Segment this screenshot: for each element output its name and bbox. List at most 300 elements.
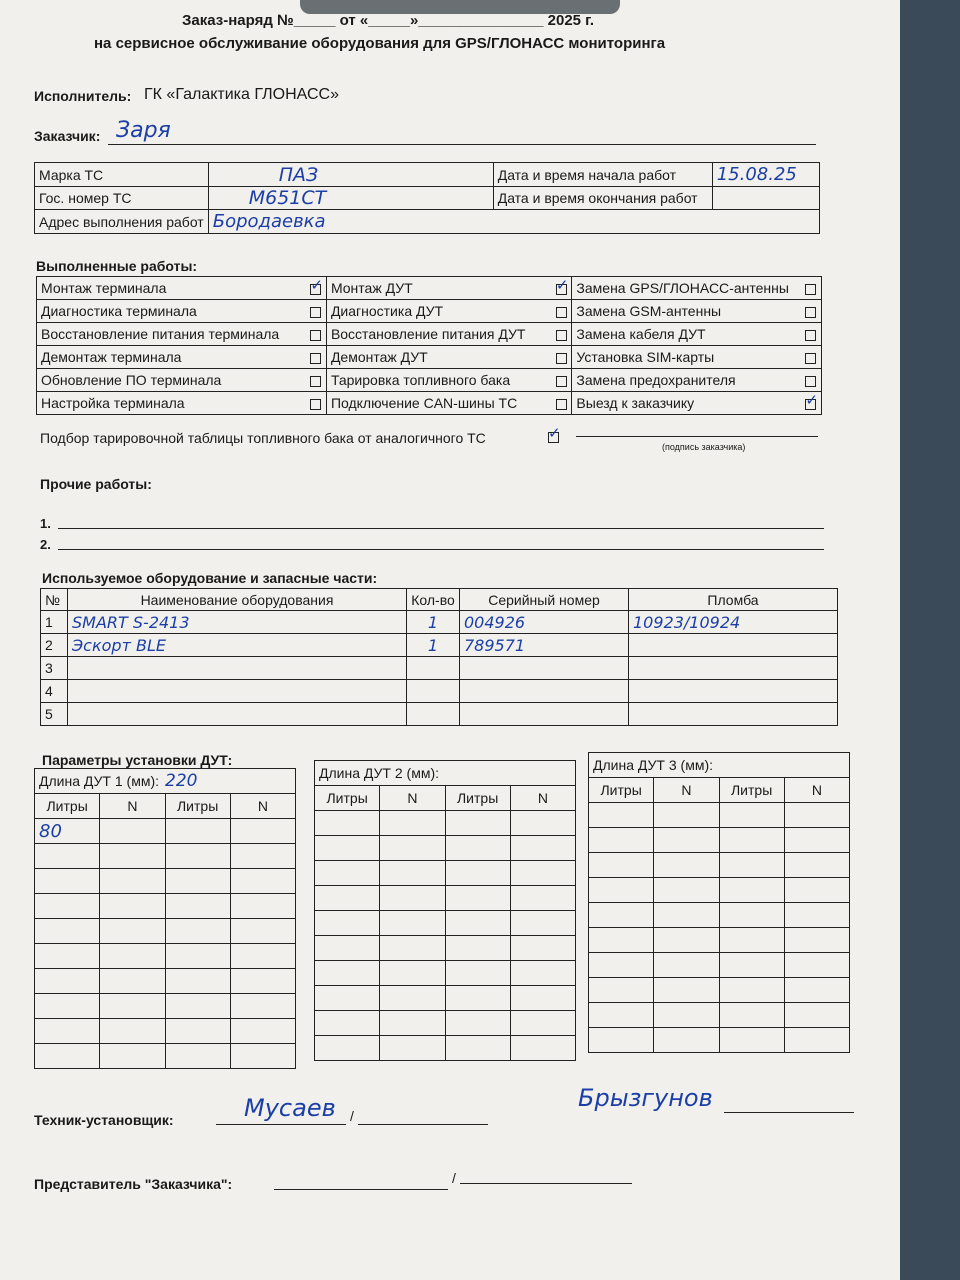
technician-line-1[interactable] — [216, 1124, 346, 1125]
dut-cell[interactable] — [719, 903, 784, 928]
dut-row — [315, 1036, 576, 1061]
table-row — [41, 634, 838, 657]
eq-serial — [460, 680, 629, 703]
title-line-2: на сервисное обслуживание оборудования для GPS/ГЛОНАСС мониторинга — [94, 35, 666, 52]
dut-row — [589, 803, 850, 828]
eq-num: 3 — [41, 657, 68, 680]
dut-cell[interactable] — [445, 1011, 510, 1036]
eq-qty — [407, 657, 460, 680]
dut-length-cell — [589, 753, 850, 778]
eq-qty — [407, 680, 460, 703]
dut-cell[interactable] — [654, 978, 719, 1003]
dut-cell[interactable] — [230, 969, 295, 994]
dut-cell[interactable] — [165, 969, 230, 994]
eq-name — [68, 657, 407, 680]
eq-serial: 004926 — [460, 611, 629, 634]
dut-cell[interactable] — [510, 886, 575, 911]
technician-line-3[interactable] — [724, 1112, 854, 1113]
dut-table-3 — [588, 752, 850, 1053]
dut-cell[interactable] — [35, 994, 100, 1019]
representative-label: Представитель "Заказчика": — [34, 1176, 233, 1192]
address-value — [208, 210, 819, 234]
dut-row — [315, 836, 576, 861]
eq-qty: 1 — [407, 611, 460, 634]
work-checkbox-cell — [551, 323, 572, 346]
eq-header-seal: Пломба — [629, 589, 838, 611]
work-checkbox[interactable] — [805, 353, 816, 364]
eq-qty: 1 — [407, 634, 460, 657]
dut-row — [35, 1019, 296, 1044]
dut-cell[interactable] — [445, 886, 510, 911]
work-label: Настройка терминала — [37, 392, 306, 415]
dut-cell[interactable] — [589, 1028, 654, 1053]
dut-cell[interactable] — [784, 828, 849, 853]
dut-col-header: Литры — [589, 778, 654, 803]
dut-cell[interactable] — [380, 811, 445, 836]
work-checkbox-cell — [306, 323, 327, 346]
customer-label: Заказчик: — [34, 128, 101, 144]
dut-cell[interactable] — [784, 903, 849, 928]
dut-cell[interactable] — [35, 869, 100, 894]
dut-cell[interactable] — [510, 836, 575, 861]
work-label: Восстановление питания ДУТ — [326, 323, 551, 346]
other-work-1-line[interactable] — [58, 528, 824, 529]
eq-num: 4 — [41, 680, 68, 703]
work-checkbox[interactable] — [805, 284, 816, 295]
dut-cell[interactable] — [654, 903, 719, 928]
representative-line-1[interactable] — [274, 1189, 448, 1190]
dut-cell[interactable] — [445, 986, 510, 1011]
customer-value: Заря — [116, 118, 171, 143]
brand-handwriting: ПАЗ — [278, 163, 319, 186]
dut-cell[interactable] — [784, 853, 849, 878]
dut-cell[interactable] — [230, 869, 295, 894]
dut-cell[interactable] — [654, 953, 719, 978]
dut-cell[interactable] — [165, 819, 230, 844]
work-checkbox[interactable] — [556, 330, 567, 341]
work-checkbox-cell — [306, 300, 327, 323]
work-label: Замена кабеля ДУТ — [572, 323, 801, 346]
work-checkbox[interactable] — [556, 307, 567, 318]
dut-cell[interactable] — [315, 836, 380, 861]
dut-cell[interactable] — [380, 886, 445, 911]
dut-cell[interactable] — [784, 928, 849, 953]
work-checkbox[interactable] — [556, 284, 567, 295]
address-handwriting: Бородаевка — [212, 211, 326, 232]
dut-cell[interactable] — [165, 919, 230, 944]
dut-cell[interactable] — [719, 878, 784, 903]
dut-row — [315, 961, 576, 986]
title-line-1: Заказ-наряд №_____ от «_____»_______________ 2025 г. — [182, 12, 595, 29]
work-checkbox[interactable] — [805, 399, 816, 410]
work-checkbox[interactable] — [805, 307, 816, 318]
technician-signature-2: Брызгунов — [578, 1084, 713, 1112]
dut-cell[interactable] — [315, 861, 380, 886]
dut-col-header: Литры — [165, 794, 230, 819]
dut-cell[interactable] — [35, 944, 100, 969]
dut-cell[interactable] — [445, 1036, 510, 1061]
work-checkbox[interactable] — [310, 307, 321, 318]
dut-col-header: N — [100, 794, 165, 819]
dut-cell[interactable] — [230, 919, 295, 944]
technician-line-2[interactable] — [358, 1124, 488, 1125]
plate-value — [208, 187, 493, 210]
dut-cell[interactable] — [230, 1019, 295, 1044]
work-checkbox[interactable] — [310, 376, 321, 387]
work-checkbox-cell — [306, 369, 327, 392]
eq-seal — [629, 657, 838, 680]
dut-cell[interactable] — [719, 803, 784, 828]
dut-cell[interactable] — [380, 961, 445, 986]
dut-col-header: N — [784, 778, 849, 803]
work-label: Замена предохранителя — [572, 369, 801, 392]
dut-cell[interactable] — [100, 944, 165, 969]
dut-cell[interactable] — [719, 853, 784, 878]
eq-serial — [460, 657, 629, 680]
dut-row — [589, 878, 850, 903]
dut-length-label: Длина ДУТ 2 (мм): — [319, 765, 439, 781]
dut-col-header: N — [380, 786, 445, 811]
dut-cell[interactable] — [100, 1044, 165, 1069]
start-value — [712, 163, 819, 187]
customer-underline — [108, 144, 816, 145]
dut-row — [315, 811, 576, 836]
dut-cell[interactable] — [315, 811, 380, 836]
dut-row — [35, 819, 296, 844]
signature-caption: (подпись заказчика) — [662, 442, 746, 452]
other-work-2-number: 2. — [40, 537, 51, 552]
dut-row — [35, 894, 296, 919]
technician-slash: / — [350, 1108, 354, 1124]
dut-cell[interactable] — [445, 861, 510, 886]
address-label: Адрес выполнения работ — [35, 210, 209, 234]
dut-row — [315, 936, 576, 961]
work-checkbox-cell — [551, 300, 572, 323]
vehicle-table — [34, 162, 820, 234]
dut-cell[interactable] — [315, 1036, 380, 1061]
work-label: Обновление ПО терминала — [37, 369, 306, 392]
other-work-1-number: 1. — [40, 516, 51, 531]
dut-col-header: N — [510, 786, 575, 811]
dut-col-header: Литры — [719, 778, 784, 803]
eq-seal: 10923/10924 — [629, 611, 838, 634]
eq-header-name: Наименование оборудования — [68, 589, 407, 611]
dut-col-header: Литры — [315, 786, 380, 811]
dut-cell[interactable] — [380, 836, 445, 861]
dut-row — [315, 986, 576, 1011]
eq-name — [68, 703, 407, 726]
eq-seal — [629, 634, 838, 657]
dut-cell[interactable] — [589, 928, 654, 953]
dut-cell[interactable] — [589, 878, 654, 903]
dut-cell[interactable] — [784, 978, 849, 1003]
work-checkbox-cell — [801, 369, 822, 392]
equipment-table — [40, 588, 838, 726]
dut-cell[interactable] — [719, 1003, 784, 1028]
work-label: Восстановление питания терминала — [37, 323, 306, 346]
table-row — [41, 657, 838, 680]
dut-row — [315, 1011, 576, 1036]
dut-cell[interactable] — [445, 911, 510, 936]
dut-cell[interactable] — [230, 844, 295, 869]
dut-row — [589, 828, 850, 853]
dut-row — [35, 869, 296, 894]
dut-cell[interactable] — [35, 1019, 100, 1044]
start-label: Дата и время начала работ — [493, 163, 712, 187]
work-checkbox[interactable] — [310, 353, 321, 364]
work-checkbox[interactable] — [310, 284, 321, 295]
end-label: Дата и время окончания работ — [493, 187, 712, 210]
eq-header-num: № — [41, 589, 68, 611]
dut-row — [35, 1044, 296, 1069]
work-label: Демонтаж терминала — [37, 346, 306, 369]
eq-name: Эскорт BLE — [68, 634, 407, 657]
dut-cell[interactable] — [100, 969, 165, 994]
dut-cell[interactable] — [165, 1019, 230, 1044]
work-checkbox[interactable] — [556, 399, 567, 410]
dut-row — [35, 844, 296, 869]
dut-cell[interactable] — [230, 1044, 295, 1069]
work-checkbox-cell — [551, 346, 572, 369]
executor-value: ГК «Галактика ГЛОНАСС» — [144, 86, 339, 103]
dut-cell[interactable] — [230, 819, 295, 844]
executor-label: Исполнитель: — [34, 88, 132, 104]
dut-col-header: N — [654, 778, 719, 803]
dut-cell[interactable] — [100, 869, 165, 894]
dut-cell[interactable] — [589, 1003, 654, 1028]
dut-row — [589, 978, 850, 1003]
dut-row — [35, 919, 296, 944]
dut-cell[interactable] — [380, 911, 445, 936]
dut-cell[interactable] — [35, 894, 100, 919]
dut-cell[interactable] — [654, 928, 719, 953]
brand-label: Марка ТС — [35, 163, 209, 187]
eq-header-serial: Серийный номер — [460, 589, 629, 611]
dut-col-header: N — [230, 794, 295, 819]
eq-name — [68, 680, 407, 703]
work-label: Монтаж терминала — [37, 277, 306, 300]
dut-cell[interactable] — [654, 853, 719, 878]
dut-cell[interactable] — [35, 919, 100, 944]
table-row — [41, 680, 838, 703]
dut-cell[interactable] — [380, 861, 445, 886]
tank-table-label: Подбор тарировочной таблицы топливного бака от аналогичного ТС — [40, 430, 486, 446]
dut-cell[interactable] — [380, 936, 445, 961]
dut-cell[interactable] — [719, 978, 784, 1003]
dut-row — [315, 911, 576, 936]
dut-row — [589, 903, 850, 928]
dut-cell[interactable] — [719, 953, 784, 978]
dut-cell[interactable] — [315, 911, 380, 936]
dut-cell[interactable] — [784, 1003, 849, 1028]
dut-cell[interactable] — [230, 944, 295, 969]
eq-serial — [460, 703, 629, 726]
dut-row — [35, 969, 296, 994]
customer-signature-line — [576, 436, 818, 437]
eq-serial: 789571 — [460, 634, 629, 657]
table-row — [41, 703, 838, 726]
tank-table-checkbox[interactable] — [548, 432, 559, 443]
dut-row — [315, 886, 576, 911]
dut-cell[interactable] — [315, 1011, 380, 1036]
work-checkbox[interactable] — [805, 330, 816, 341]
dut-cell[interactable] — [230, 894, 295, 919]
dut-table-2 — [314, 760, 576, 1061]
dut-cell[interactable] — [784, 878, 849, 903]
work-label: Установка SIM-карты — [572, 346, 801, 369]
work-checkbox-cell — [306, 346, 327, 369]
dut-cell[interactable] — [35, 1044, 100, 1069]
dut-cell[interactable] — [510, 861, 575, 886]
works-table — [36, 276, 822, 415]
work-checkbox-cell — [801, 392, 822, 415]
dut-cell[interactable] — [510, 986, 575, 1011]
dut-col-header: Литры — [35, 794, 100, 819]
dut-length-cell — [315, 761, 576, 786]
dut-cell[interactable] — [165, 1044, 230, 1069]
dut-cell[interactable] — [589, 828, 654, 853]
dut-cell[interactable] — [510, 911, 575, 936]
dut-cell[interactable] — [510, 811, 575, 836]
dut-cell[interactable] — [380, 986, 445, 1011]
eq-num: 1 — [41, 611, 68, 634]
dut-cell[interactable] — [230, 994, 295, 1019]
table-row — [41, 611, 838, 634]
technician-label: Техник-установщик: — [34, 1112, 174, 1128]
dut-cell[interactable] — [589, 978, 654, 1003]
work-checkbox[interactable] — [310, 330, 321, 341]
dut-cell[interactable] — [100, 1019, 165, 1044]
dut-cell[interactable] — [100, 844, 165, 869]
dut-cell[interactable] — [35, 844, 100, 869]
dut-cell[interactable] — [380, 1036, 445, 1061]
end-value — [712, 187, 819, 210]
work-checkbox-cell — [801, 277, 822, 300]
dut-cell[interactable] — [100, 994, 165, 1019]
work-checkbox-cell — [306, 277, 327, 300]
dut-cell[interactable] — [165, 894, 230, 919]
dut-cell[interactable] — [784, 803, 849, 828]
work-checkbox-cell — [801, 323, 822, 346]
work-label: Диагностика ДУТ — [326, 300, 551, 323]
dut-cell[interactable] — [589, 903, 654, 928]
dut-cell[interactable] — [165, 994, 230, 1019]
work-label: Демонтаж ДУТ — [326, 346, 551, 369]
dut-cell[interactable] — [654, 1003, 719, 1028]
dut-cell[interactable] — [315, 936, 380, 961]
dut-cell[interactable] — [510, 936, 575, 961]
dut-cell[interactable] — [100, 819, 165, 844]
dut-cell[interactable] — [589, 853, 654, 878]
dut-cell[interactable] — [510, 1036, 575, 1061]
dut-length-label: Длина ДУТ 3 (мм): — [593, 757, 713, 773]
dut-cell[interactable] — [165, 844, 230, 869]
dut-cell[interactable] — [654, 878, 719, 903]
dut-cell[interactable] — [510, 961, 575, 986]
work-checkbox[interactable] — [556, 376, 567, 387]
dut-cell[interactable] — [165, 869, 230, 894]
representative-slash: / — [452, 1170, 456, 1186]
eq-num: 5 — [41, 703, 68, 726]
dut-cell[interactable] — [719, 828, 784, 853]
dut-title: Параметры установки ДУТ: — [42, 752, 233, 768]
dut-cell[interactable] — [445, 836, 510, 861]
work-label: Замена GPS/ГЛОНАСС-антенны — [572, 277, 801, 300]
dut-cell[interactable] — [589, 953, 654, 978]
work-checkbox[interactable] — [805, 376, 816, 387]
work-label: Выезд к заказчику — [572, 392, 801, 415]
dut-cell[interactable] — [445, 961, 510, 986]
dut-cell[interactable] — [654, 803, 719, 828]
dut-cell[interactable] — [380, 1011, 445, 1036]
eq-seal — [629, 703, 838, 726]
dut-length-label: Длина ДУТ 1 (мм): — [39, 773, 159, 789]
dut-cell[interactable] — [315, 886, 380, 911]
work-label: Замена GSM-антенны — [572, 300, 801, 323]
dut-col-header: Литры — [445, 786, 510, 811]
eq-seal — [629, 680, 838, 703]
representative-line-2[interactable] — [460, 1183, 632, 1184]
work-checkbox[interactable] — [310, 399, 321, 410]
dut-row — [589, 1028, 850, 1053]
dut-cell[interactable] — [315, 961, 380, 986]
plate-handwriting: М651СТ — [248, 187, 327, 209]
dut-cell[interactable] — [784, 953, 849, 978]
dut-cell[interactable] — [589, 803, 654, 828]
dut-table-1 — [34, 768, 296, 1069]
dut-row — [589, 928, 850, 953]
dut-cell[interactable] — [510, 1011, 575, 1036]
work-label: Подключение CAN-шины ТС — [326, 392, 551, 415]
plate-label: Гос. номер ТС — [35, 187, 209, 210]
dut-cell[interactable]: 80 — [35, 819, 100, 844]
dut-cell[interactable] — [100, 894, 165, 919]
technician-signature-1: Мусаев — [244, 1094, 336, 1122]
dut-cell[interactable] — [165, 944, 230, 969]
dut-cell[interactable] — [315, 986, 380, 1011]
eq-name: SMART S-2413 — [68, 611, 407, 634]
dut-cell[interactable] — [719, 928, 784, 953]
eq-num: 2 — [41, 634, 68, 657]
dut-row — [589, 953, 850, 978]
work-checkbox[interactable] — [556, 353, 567, 364]
dut-row — [35, 994, 296, 1019]
eq-qty — [407, 703, 460, 726]
dut-cell[interactable] — [35, 969, 100, 994]
brand-value — [208, 163, 493, 187]
start-handwriting: 15.08.25 — [716, 164, 797, 185]
dut-cell[interactable] — [100, 919, 165, 944]
dut-cell[interactable] — [654, 1028, 719, 1053]
dut-row — [589, 853, 850, 878]
work-label: Тарировка топливного бака — [326, 369, 551, 392]
work-checkbox-cell — [801, 300, 822, 323]
other-works-title: Прочие работы: — [40, 476, 152, 492]
dut-cell[interactable] — [445, 811, 510, 836]
eq-header-qty: Кол-во — [407, 589, 460, 611]
dut-cell[interactable] — [445, 936, 510, 961]
dut-cell[interactable] — [719, 1028, 784, 1053]
work-checkbox-cell — [306, 392, 327, 415]
dut-row — [35, 944, 296, 969]
dut-cell[interactable] — [654, 828, 719, 853]
work-label: Монтаж ДУТ — [326, 277, 551, 300]
other-work-2-line[interactable] — [58, 549, 824, 550]
work-label: Диагностика терминала — [37, 300, 306, 323]
dut-row — [315, 861, 576, 886]
dut-cell[interactable] — [784, 1028, 849, 1053]
work-checkbox-cell — [551, 369, 572, 392]
